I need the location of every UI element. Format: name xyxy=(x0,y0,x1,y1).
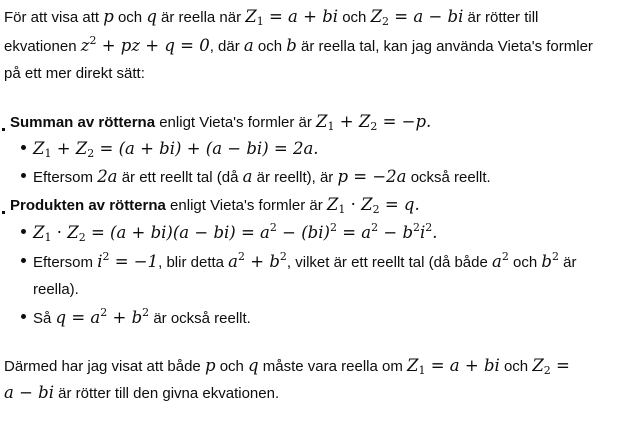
bullet-dot xyxy=(21,145,26,150)
list-marker-1 xyxy=(2,128,5,131)
intro-line-3: på ett mer direkt sätt: xyxy=(4,65,145,82)
bullet-dot xyxy=(21,314,26,319)
sum-bullet-1 xyxy=(33,139,319,160)
intro-line-2: ekvationen $z^2$ + pz + q = 0, där a och b är reella tal, kan jag använda Vieta's formler xyxy=(4,34,593,55)
math-product-relation: $Z_1 \cdot Z_2 = q$. xyxy=(326,195,420,216)
product-heading: Produkten av rötterna enligt Vieta's formler är $Z_1 \cdot Z_2 = q$. xyxy=(10,195,420,216)
math-sum-relation: $Z_1 + Z_2 = -p$. xyxy=(316,112,432,133)
conclusion-line-1: Därmed har jag visat att både p och q måste vara reella om $Z_1 = a$ + bi och $Z_2$ = xyxy=(4,356,570,377)
product-bullet-2: Eftersom $i^2 = -1$, blir detta $a^2 + b^2$, vilket är ett reellt tal (då både $a^2$ och $b^2$ är xyxy=(33,250,577,271)
math-p: p xyxy=(103,7,114,26)
sum-bullet-2: Eftersom 2a är ett reellt tal (då a är reellt), är p = −2a också reellt. xyxy=(33,167,491,186)
bullet-dot xyxy=(21,229,26,234)
conclusion-line-2: a − bi är rötter till den givna ekvationen. xyxy=(4,383,280,402)
bullet-dot xyxy=(21,173,26,178)
math-z2-def: $Z_2 = a$ − bi xyxy=(370,7,464,28)
intro-line-1: För att visa att p och q är reella när $Z_1 = a$ + bi och $Z_2 = a$ − bi är rötter till xyxy=(4,7,539,28)
math-product-expansion: $Z_1 \cdot Z_2 = (a + bi)(a - bi) = a^2 - (bi)^2 = a^2 - b^2i^2$. xyxy=(33,221,438,244)
product-bullet-2-cont: reella). xyxy=(33,281,79,298)
list-marker-2 xyxy=(2,211,5,214)
product-bullet-1 xyxy=(33,223,438,244)
sum-heading: Summan av rötterna enligt Vieta's formler är $Z_1 + Z_2 = -p$. xyxy=(10,112,432,133)
math-z1-def: $Z_1 = a$ + bi xyxy=(245,7,339,28)
product-bullet-3: Så $q = a^2 + b^2$ är också reellt. xyxy=(33,306,251,327)
math-sum-expansion: $Z_1 + Z_2 = (a + bi) + (a - bi) = 2a$. xyxy=(33,139,319,160)
bullet-dot xyxy=(21,258,26,263)
math-equation: $z^2$ + pz + q = 0 xyxy=(80,34,210,55)
math-q: q xyxy=(146,7,157,26)
